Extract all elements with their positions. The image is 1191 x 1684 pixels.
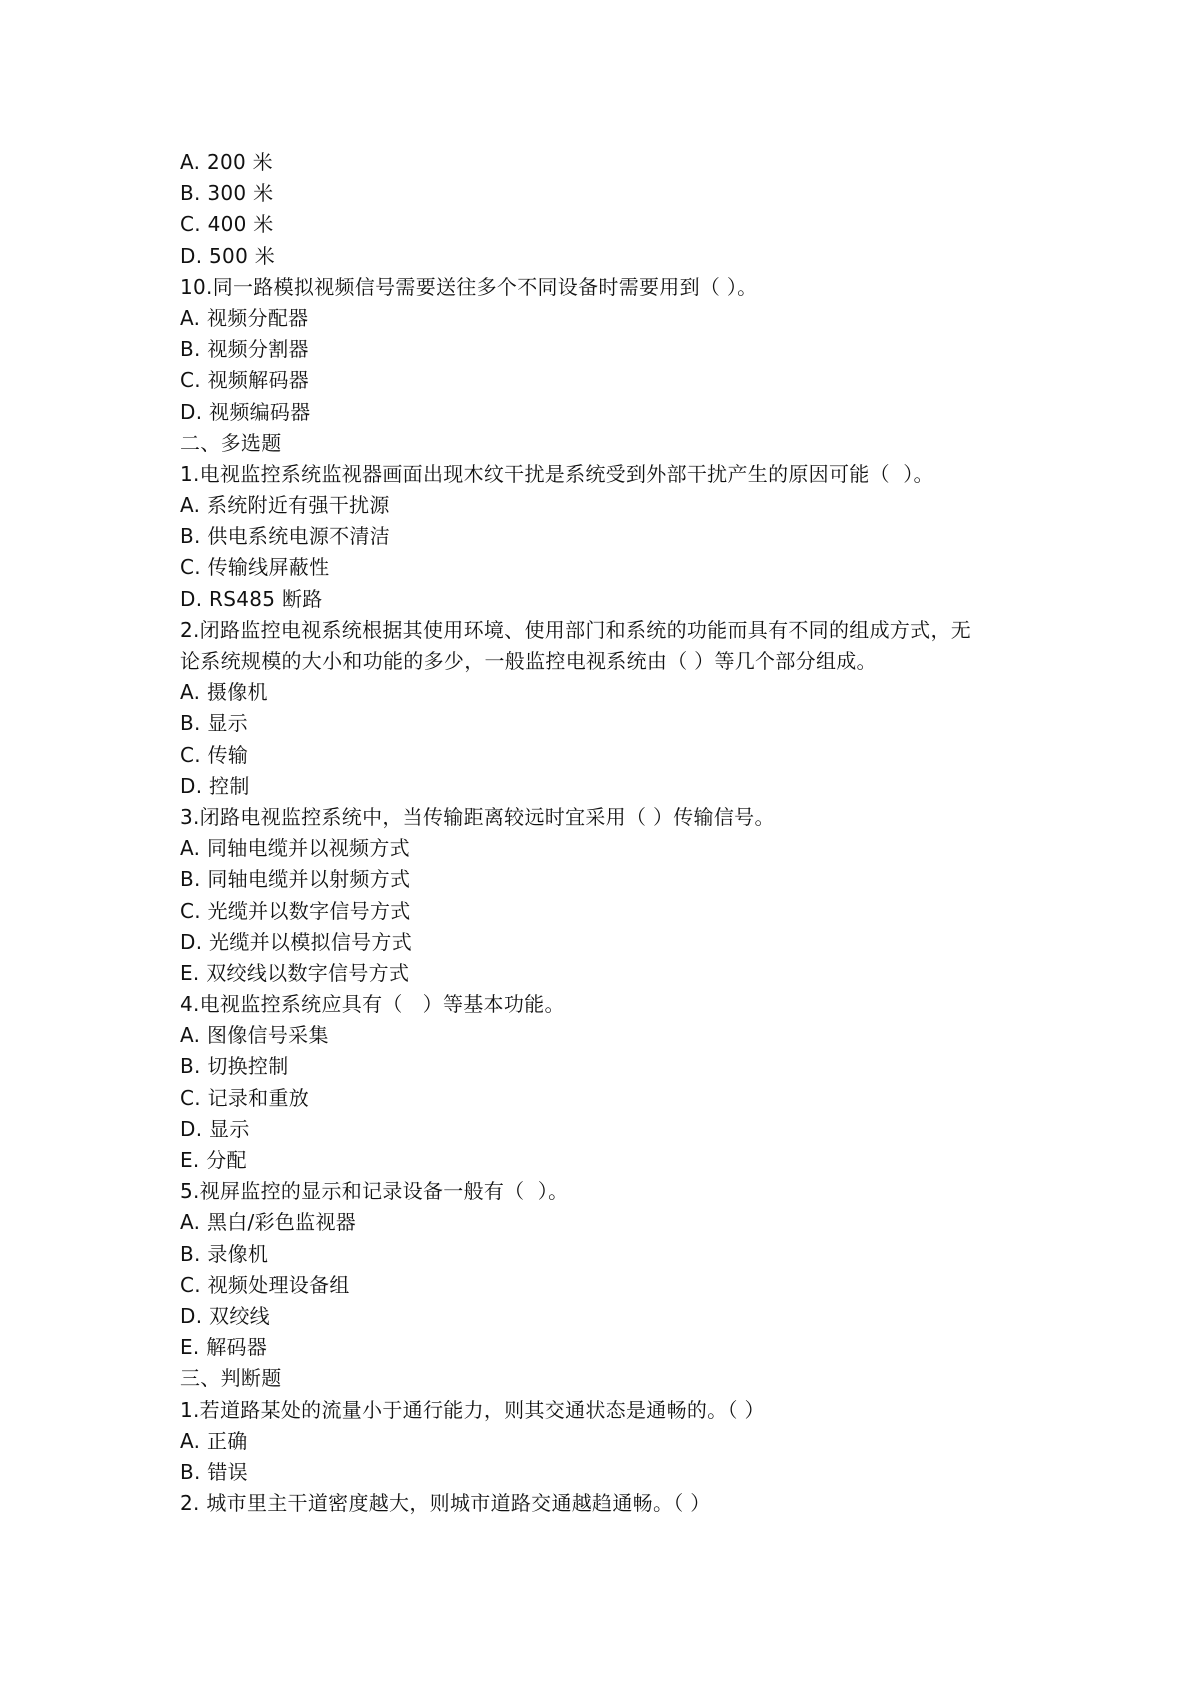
option-line: C. 传输 <box>180 742 249 767</box>
option-line: B. 录像机 <box>180 1241 269 1266</box>
section-heading: 二、多选题 <box>180 430 282 455</box>
option-line: A. 同轴电缆并以视频方式 <box>180 836 410 861</box>
option-line: B. 错误 <box>180 1459 248 1484</box>
option-line: D. 控制 <box>180 773 250 798</box>
option-line: C. 视频解码器 <box>180 368 310 393</box>
question-line: 2.闭路监控电视系统根据其使用环境、使用部门和系统的功能而具有不同的组成方式，无 <box>180 617 972 642</box>
option-line: E. 双绞线以数字信号方式 <box>180 960 410 985</box>
option-line: B. 300 米 <box>180 181 274 206</box>
option-line: D. 双绞线 <box>180 1303 270 1328</box>
option-line: A. 系统附近有强干扰源 <box>180 493 390 518</box>
option-line: D. 光缆并以模拟信号方式 <box>180 929 413 954</box>
option-line: D. 500 米 <box>180 243 276 268</box>
option-line: C. 记录和重放 <box>180 1085 310 1110</box>
question-line: 1.若道路某处的流量小于通行能力，则其交通状态是通畅的。（ ） <box>180 1397 765 1422</box>
option-line: B. 显示 <box>180 711 248 736</box>
option-line: B. 同轴电缆并以射频方式 <box>180 867 411 892</box>
option-line: D. 显示 <box>180 1116 250 1141</box>
option-line: E. 解码器 <box>180 1335 268 1360</box>
option-line: A. 图像信号采集 <box>180 1023 329 1048</box>
question-line: 10.同一路模拟视频信号需要送往多个不同设备时需要用到（ ）。 <box>180 274 758 299</box>
option-line: A. 正确 <box>180 1428 248 1453</box>
option-line: E. 分配 <box>180 1148 247 1172</box>
option-line: A. 摄像机 <box>180 680 268 705</box>
option-line: D. RS485 断路 <box>180 586 323 611</box>
option-line: C. 光缆并以数字信号方式 <box>180 898 411 923</box>
option-line: B. 视频分割器 <box>180 337 309 362</box>
question-line: 5.视屏监控的显示和记录设备一般有（ ）。 <box>180 1179 569 1204</box>
question-line: 论系统规模的大小和功能的多少，一般监控电视系统由（ ）等几个部分组成。 <box>180 649 877 673</box>
option-line: A. 200 米 <box>180 150 273 174</box>
section-heading: 三、判断题 <box>180 1366 282 1391</box>
option-line: B. 供电系统电源不清洁 <box>180 524 391 549</box>
option-line: C. 传输线屏蔽性 <box>180 555 330 580</box>
option-line: C. 400 米 <box>180 212 274 237</box>
option-line: A. 视频分配器 <box>180 305 309 330</box>
question-line: 4.电视监控系统应具有（ ）等基本功能。 <box>180 992 565 1017</box>
option-line: C. 视频处理设备组 <box>180 1272 350 1297</box>
option-line: B. 切换控制 <box>180 1054 289 1079</box>
question-line: 3.闭路电视监控系统中，当传输距离较远时宜采用（ ）传输信号。 <box>180 804 775 829</box>
question-line: 1.电视监控系统监视器画面出现木纹干扰是系统受到外部干扰产生的原因可能（ ）。 <box>180 461 934 486</box>
option-line: A. 黑白/彩色监视器 <box>180 1210 357 1235</box>
question-line: 2. 城市里主干道密度越大，则城市道路交通越趋通畅。（ ） <box>180 1491 711 1516</box>
option-line: D. 视频编码器 <box>180 399 311 424</box>
document-page <box>180 147 1040 1519</box>
